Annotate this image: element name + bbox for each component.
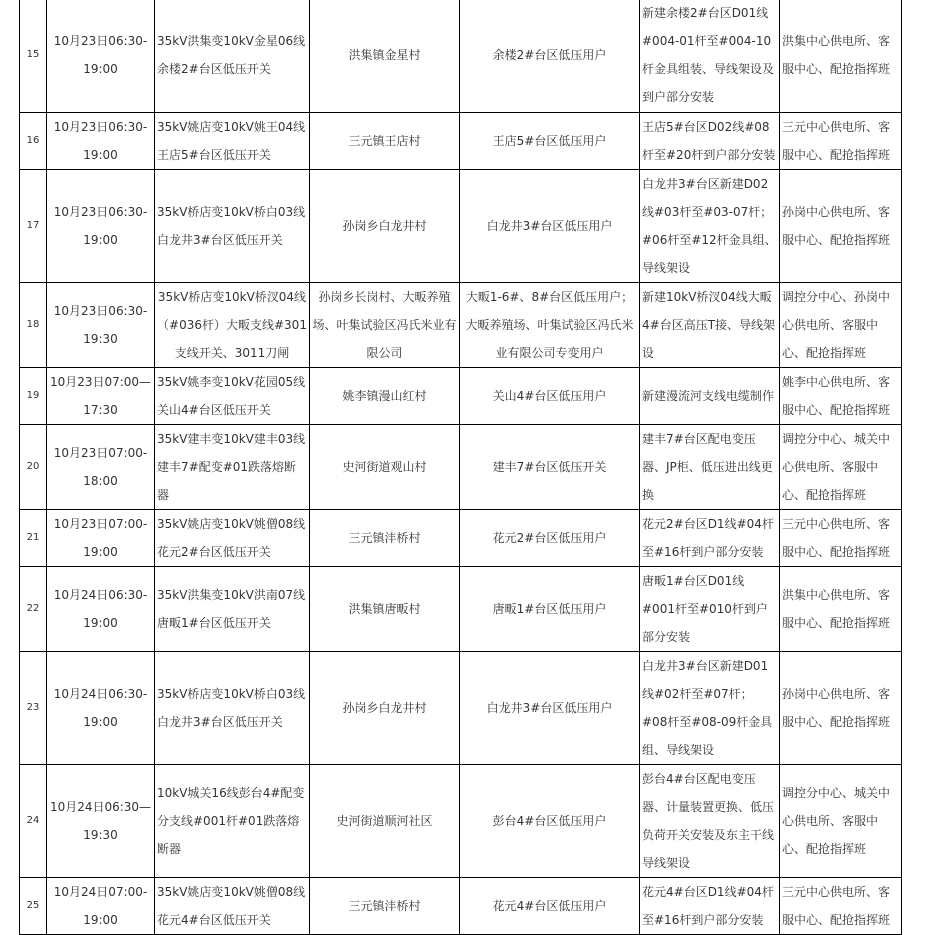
work-content: 花元2#台区D1线#04杆至#16杆到户部分安装 [640, 510, 780, 567]
outage-equipment: 35kV姚店变10kV姚僧08线花元4#台区低压开关 [155, 878, 310, 935]
table-row [20, 510, 902, 567]
outage-area: 三元镇沣桥村 [310, 510, 460, 567]
table-row [20, 765, 902, 878]
affected-users: 彭台4#台区低压用户 [460, 765, 640, 878]
affected-users: 唐畈1#台区低压用户 [460, 567, 640, 652]
work-content: 花元4#台区D1线#04杆至#16杆到户部分安装 [640, 878, 780, 935]
responsible-department: 调控分中心、孙岗中心供电所、客服中心、配抢指挥班 [780, 283, 902, 368]
outage-equipment: 35kV姚李变10kV花园05线关山4#台区低压开关 [155, 368, 310, 425]
work-content: 彭台4#台区配电变压器、计量装置更换、低压负荷开关安装及东主干线导线架设 [640, 765, 780, 878]
outage-time: 10月23日06:30-19:30 [47, 283, 155, 368]
responsible-department: 调控分中心、城关中心供电所、客服中心、配抢指挥班 [780, 425, 902, 510]
table-row [20, 170, 902, 283]
outage-equipment: 35kV洪集变10kV金星06线余楼2#台区低压开关 [155, 0, 310, 113]
outage-area: 史河街道观山村 [310, 425, 460, 510]
outage-equipment: 35kV洪集变10kV洪南07线唐畈1#台区低压开关 [155, 567, 310, 652]
row-number: 20 [20, 425, 47, 510]
outage-area: 姚李镇漫山红村 [310, 368, 460, 425]
affected-users: 白龙井3#台区低压用户 [460, 170, 640, 283]
outage-area: 洪集镇唐畈村 [310, 567, 460, 652]
outage-equipment: 35kV姚店变10kV姚僧08线花元2#台区低压开关 [155, 510, 310, 567]
outage-equipment: 35kV姚店变10kV姚王04线王店5#台区低压开关 [155, 113, 310, 170]
outage-time: 10月24日07:00-19:00 [47, 878, 155, 935]
affected-users: 建丰7#台区低压开关 [460, 425, 640, 510]
responsible-department: 三元中心供电所、客服中心、配抢指挥班 [780, 878, 902, 935]
affected-users: 白龙井3#台区低压用户 [460, 652, 640, 765]
outage-time: 10月24日06:30-19:00 [47, 567, 155, 652]
work-content: 新建漫流河支线电缆制作 [640, 368, 780, 425]
row-number: 19 [20, 368, 47, 425]
table-row [20, 567, 902, 652]
affected-users: 大畈1-6#、8#台区低压用户；大畈养殖场、叶集试验区冯氏米业有限公司专变用户 [460, 283, 640, 368]
row-number: 24 [20, 765, 47, 878]
outage-time: 10月23日06:30-19:00 [47, 113, 155, 170]
responsible-department: 孙岗中心供电所、客服中心、配抢指挥班 [780, 170, 902, 283]
table-row [20, 283, 902, 368]
outage-equipment: 35kV桥店变10kV桥白03线白龙井3#台区低压开关 [155, 652, 310, 765]
outage-area: 三元镇沣桥村 [310, 878, 460, 935]
outage-equipment: 35kV桥店变10kV桥汊04线（#036杆）大畈支线#301支线开关、3011刀闸 [155, 283, 310, 368]
row-number: 25 [20, 878, 47, 935]
work-content: 建丰7#台区配电变压器、JP柜、低压进出线更换 [640, 425, 780, 510]
outage-area: 孙岗乡白龙井村 [310, 170, 460, 283]
row-number: 22 [20, 567, 47, 652]
table-row [20, 878, 902, 935]
responsible-department: 三元中心供电所、客服中心、配抢指挥班 [780, 113, 902, 170]
responsible-department: 孙岗中心供电所、客服中心、配抢指挥班 [780, 652, 902, 765]
row-number: 18 [20, 283, 47, 368]
work-content: 唐畈1#台区D01线#001杆至#010杆到户部分安装 [640, 567, 780, 652]
responsible-department: 调控分中心、城关中心供电所、客服中心、配抢指挥班 [780, 765, 902, 878]
work-content: 新建余楼2#台区D01线#004-01杆至#004-10杆金具组装、导线架设及到户部分安装 [640, 0, 780, 113]
outage-time: 10月23日07:00-19:00 [47, 510, 155, 567]
outage-time: 10月24日06:30—19:30 [47, 765, 155, 878]
responsible-department: 洪集中心供电所、客服中心、配抢指挥班 [780, 567, 902, 652]
table-row [20, 652, 902, 765]
table-row [20, 113, 902, 170]
responsible-department: 姚李中心供电所、客服中心、配抢指挥班 [780, 368, 902, 425]
row-number: 23 [20, 652, 47, 765]
work-content: 白龙井3#台区新建D01线#02杆至#07杆；#08杆至#08-09杆金具组、导线架设 [640, 652, 780, 765]
responsible-department: 三元中心供电所、客服中心、配抢指挥班 [780, 510, 902, 567]
outage-time: 10月23日06:30-19:00 [47, 170, 155, 283]
table-row [20, 0, 902, 113]
table-body [20, 0, 902, 935]
outage-equipment: 10kV城关16线彭台4#配变分支线#001杆#01跌落熔断器 [155, 765, 310, 878]
outage-equipment: 35kV建丰变10kV建丰03线建丰7#配变#01跌落熔断器 [155, 425, 310, 510]
affected-users: 王店5#台区低压用户 [460, 113, 640, 170]
outage-area: 孙岗乡长岗村、大畈养殖场、叶集试验区冯氏米业有限公司 [310, 283, 460, 368]
row-number: 17 [20, 170, 47, 283]
outage-area: 三元镇王店村 [310, 113, 460, 170]
outage-area: 孙岗乡白龙井村 [310, 652, 460, 765]
outage-time: 10月23日07:00—17:30 [47, 368, 155, 425]
affected-users: 花元4#台区低压用户 [460, 878, 640, 935]
work-content: 新建10kV桥汊04线大畈4#台区高压T接、导线架设 [640, 283, 780, 368]
work-content: 王店5#台区D02线#08杆至#20杆到户部分安装 [640, 113, 780, 170]
work-content: 白龙井3#台区新建D02线#03杆至#03-07杆；#06杆至#12杆金具组、导线架设 [640, 170, 780, 283]
affected-users: 花元2#台区低压用户 [460, 510, 640, 567]
outage-area: 史河街道顺河社区 [310, 765, 460, 878]
row-number: 16 [20, 113, 47, 170]
outage-area: 洪集镇金星村 [310, 0, 460, 113]
table-row [20, 425, 902, 510]
affected-users: 关山4#台区低压用户 [460, 368, 640, 425]
row-number: 21 [20, 510, 47, 567]
table-row [20, 368, 902, 425]
outage-equipment: 35kV桥店变10kV桥白03线白龙井3#台区低压开关 [155, 170, 310, 283]
outage-time: 10月23日06:30-19:00 [47, 0, 155, 113]
affected-users: 余楼2#台区低压用户 [460, 0, 640, 113]
responsible-department: 洪集中心供电所、客服中心、配抢指挥班 [780, 0, 902, 113]
outage-time: 10月24日06:30-19:00 [47, 652, 155, 765]
outage-time: 10月23日07:00-18:00 [47, 425, 155, 510]
outage-schedule-table [19, 0, 902, 935]
row-number: 15 [20, 0, 47, 113]
